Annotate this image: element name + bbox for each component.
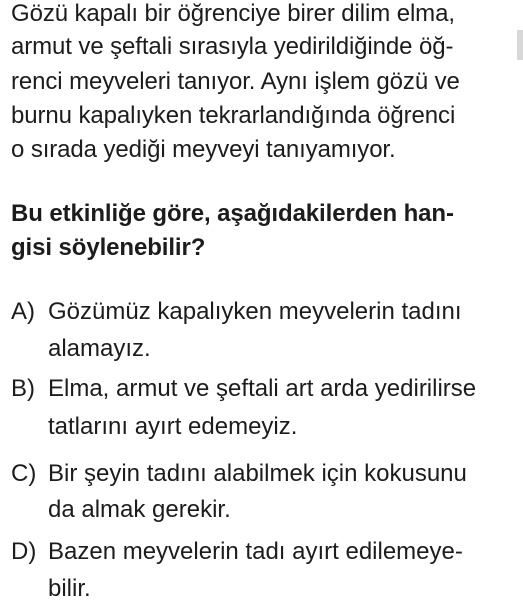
passage-line-4: burnu kapalıyken tekrarlandığında öğrenci bbox=[11, 102, 456, 129]
passage-line-1: Gözü kapalı bir öğrenciye birer dilim elma, bbox=[11, 0, 455, 27]
page-edge-shadow bbox=[517, 30, 523, 60]
passage-line-2: armut ve şeftali sırasıyla yedirildiğinde öğ- bbox=[11, 33, 454, 60]
passage-line-5: o sırada yediği meyveyi tanıyamıyor. bbox=[11, 136, 396, 163]
question-line-2: gisi söylenebilir? bbox=[11, 234, 206, 261]
option-b-line-1[interactable]: Elma, armut ve şeftali art arda yedirilirse bbox=[48, 375, 477, 402]
passage-line-3: renci meyveleri tanıyor. Aynı işlem gözü ve bbox=[11, 68, 460, 95]
option-d-line-1[interactable]: Bazen meyvelerin tadı ayırt edilemeye- bbox=[48, 538, 463, 565]
option-d-letter[interactable]: D) bbox=[11, 538, 37, 565]
option-c-line-2[interactable]: da almak gerekir. bbox=[48, 496, 231, 523]
option-d-line-2[interactable]: bilir. bbox=[48, 575, 91, 602]
option-a-line-2[interactable]: alamayız. bbox=[48, 335, 151, 362]
question-line-1: Bu etkinliğe göre, aşağıdakilerden han- bbox=[11, 200, 454, 227]
option-a-line-1[interactable]: Gözümüz kapalıyken meyvelerin tadını bbox=[48, 298, 462, 325]
option-a-letter[interactable]: A) bbox=[11, 298, 35, 325]
option-b-line-2[interactable]: tatlarını ayırt edemeyiz. bbox=[48, 413, 298, 440]
option-b-letter[interactable]: B) bbox=[11, 375, 35, 402]
option-c-letter[interactable]: C) bbox=[11, 460, 37, 487]
option-c-line-1[interactable]: Bir şeyin tadını alabilmek için kokusunu bbox=[48, 460, 467, 487]
